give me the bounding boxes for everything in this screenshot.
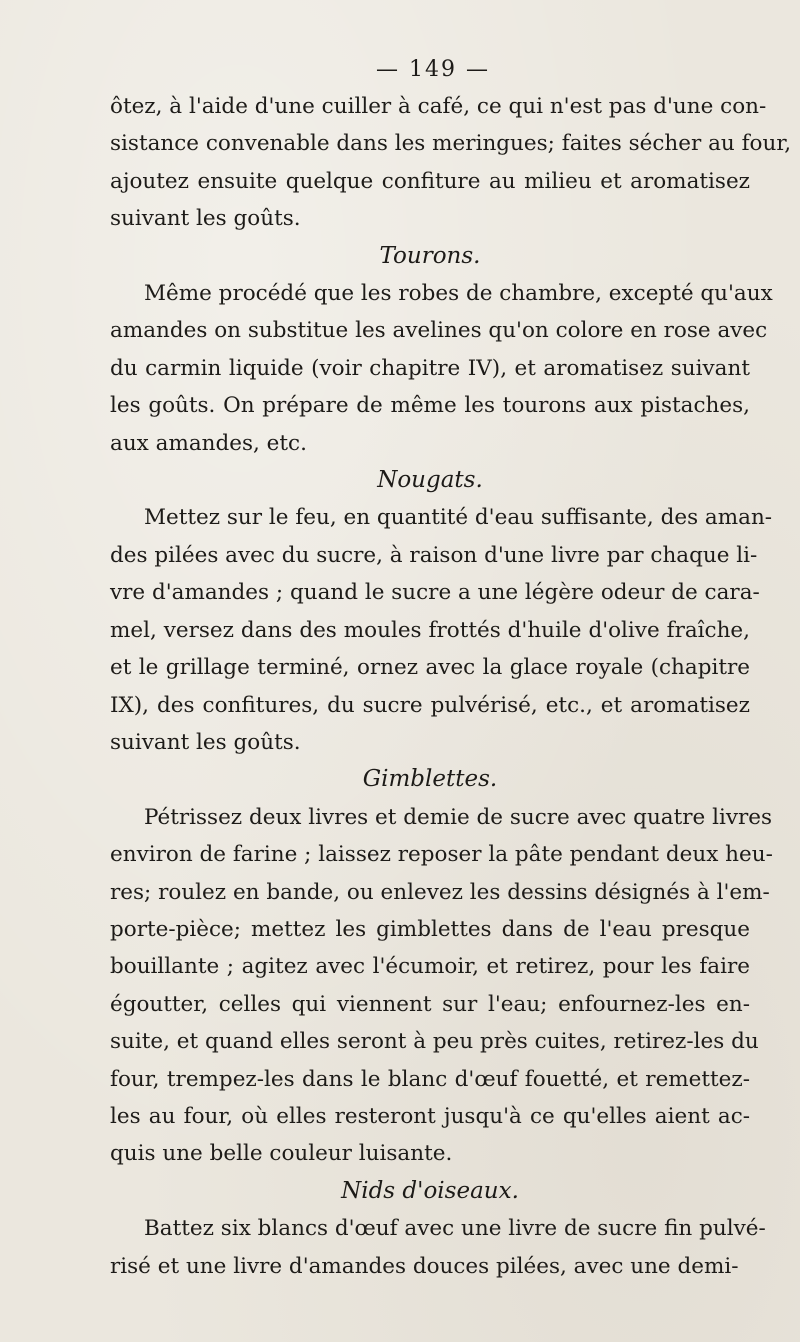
text-line: suivant les goûts. <box>110 206 301 232</box>
text-line: Pétrissez deux livres et demie de sucre avec quatre livres <box>144 804 773 830</box>
page-number: — 149 — <box>376 57 490 82</box>
text-line: ôtez, à l'aide d'une cuiller à café, ce qui n'est pas d'une con- <box>110 94 767 119</box>
text-line: bouillante ; agitez avec l'écumoir, et retirez, pour les faire <box>110 954 750 980</box>
section-heading: Nids d'oiseaux. <box>341 1177 519 1204</box>
paragraph <box>110 799 773 1173</box>
text-line: du carmin liquide (voir chapitre IV), et aromatisez suivant <box>110 355 750 381</box>
text-line: IX), des confitures, du sucre pulvérisé, etc., et aromatisez <box>110 692 750 718</box>
text-line: quis une belle couleur luisante. <box>110 1141 453 1167</box>
text-line: ajoutez ensuite quelque confiture au milieu et aromatisez <box>110 168 750 194</box>
paragraph <box>110 88 792 238</box>
paragraph <box>110 275 773 462</box>
text-line: Mettez sur le feu, en quantité d'eau suffisante, des aman- <box>144 505 773 531</box>
text-line: four, trempez-les dans le blanc d'œuf fouetté, et remettez- <box>110 1066 750 1092</box>
text-line: suivant les goûts. <box>110 729 301 755</box>
text-line: mel, versez dans des moules frottés d'huile d'olive fraîche, <box>110 617 750 643</box>
text-line: des pilées avec du sucre, à raison d'une livre par chaque li- <box>110 542 758 568</box>
text-line: les au four, où elles resteront jusqu'à ce qu'elles aient ac- <box>110 1103 750 1129</box>
page-content <box>110 88 792 1285</box>
text-line: porte-pièce; mettez les gimblettes dans de l'eau presque <box>110 916 750 942</box>
section-heading: Tourons. <box>379 242 481 269</box>
paragraph <box>110 499 773 761</box>
text-line: égoutter, celles qui viennent sur l'eau; enfournez-les en- <box>110 991 750 1017</box>
text-line: res; roulez en bande, ou enlevez les dessins désignés à l'em- <box>110 879 770 905</box>
page-text <box>110 52 792 1285</box>
section-heading: Gimblettes. <box>362 766 498 793</box>
section-heading: Nougats. <box>377 467 483 494</box>
text-line: et le grillage terminé, ornez avec la glace royale (chapitre <box>110 655 750 681</box>
text-line: suite, et quand elles seront à peu près cuites, retirez-les du <box>110 1029 759 1055</box>
text-line: sistance convenable dans les meringues; faites sécher au four, <box>110 131 792 157</box>
text-line: Battez six blancs d'œuf avec une livre de sucre fin pulvé- <box>144 1216 766 1242</box>
text-line: amandes on substitue les avelines qu'on colore en rose avec <box>110 318 768 344</box>
text-line: environ de farine ; laissez reposer la pâte pendant deux heu- <box>110 842 773 868</box>
text-line: risé et une livre d'amandes douces pilées, avec une demi- <box>110 1253 739 1279</box>
text-line: Même procédé que les robes de chambre, excepté qu'aux <box>144 281 773 307</box>
paragraph <box>110 1210 766 1285</box>
text-line: vre d'amandes ; quand le sucre a une légère odeur de cara- <box>110 580 760 606</box>
text-line: les goûts. On prépare de même les tourons aux pistaches, <box>110 393 750 419</box>
text-line: aux amandes, etc. <box>110 430 307 456</box>
